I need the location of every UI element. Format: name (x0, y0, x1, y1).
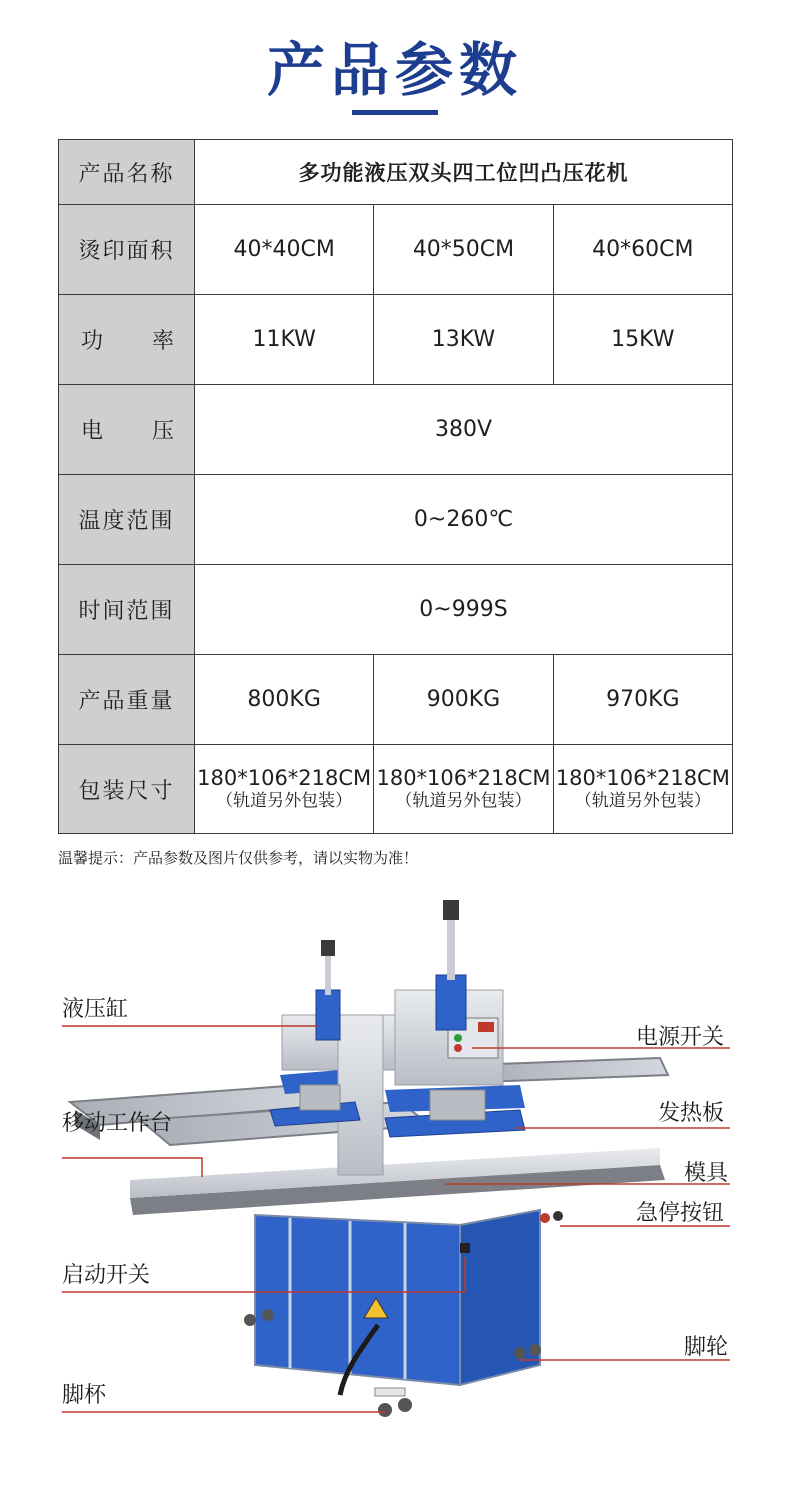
label-power-b: 率 (151, 329, 176, 354)
table-row-power (59, 295, 733, 385)
package-size-2: 180*106*218CM (376, 766, 551, 790)
label-voltage-a: 电 (81, 419, 106, 444)
machine-figure (0, 880, 790, 1484)
callout-mold: 模具 (684, 1161, 729, 1186)
label-temperature: 温度范围 (59, 475, 195, 565)
table-row-time (59, 565, 733, 655)
package-note-1: （轨道另外包装） (216, 791, 353, 811)
callout-foot-cup: 脚杯 (62, 1383, 107, 1408)
disclaimer-note: 温馨提示：产品参数及图片仅供参考，请以实物为准！ (58, 849, 419, 867)
callout-caster: 脚轮 (684, 1335, 729, 1360)
label-weight: 产品重量 (59, 655, 195, 745)
label-product-name: 产品名称 (59, 140, 195, 205)
package-size-1: 180*106*218CM (197, 766, 372, 790)
table-row-name (59, 140, 733, 205)
package-note-3: （轨道另外包装） (574, 791, 711, 811)
package-size-3: 180*106*218CM (555, 766, 730, 790)
value-weight-3: 970KG (553, 655, 732, 745)
title-underline (352, 110, 438, 115)
package-note-2: （轨道另外包装） (395, 791, 532, 811)
value-package-3 (553, 745, 732, 834)
value-product-name: 多功能液压双头四工位凹凸压花机 (195, 140, 733, 205)
label-power (59, 295, 195, 385)
spec-table (58, 139, 733, 834)
label-package: 包装尺寸 (59, 745, 195, 834)
callout-heating-plate: 发热板 (658, 1101, 725, 1126)
value-voltage: 380V (195, 385, 733, 475)
value-power-2: 13KW (374, 295, 553, 385)
callout-start-switch: 启动开关 (62, 1263, 151, 1288)
label-power-a: 功 (81, 329, 106, 354)
value-area-1: 40*40CM (195, 205, 374, 295)
value-weight-2: 900KG (374, 655, 553, 745)
label-time: 时间范围 (59, 565, 195, 655)
table-row-area (59, 205, 733, 295)
machine-illustration (0, 880, 790, 1484)
callout-emergency-stop: 急停按钮 (636, 1201, 725, 1226)
value-temperature: 0~260℃ (195, 475, 733, 565)
table-row-package (59, 745, 733, 834)
label-voltage (59, 385, 195, 475)
value-time: 0~999S (195, 565, 733, 655)
value-power-3: 15KW (553, 295, 732, 385)
callout-power-switch: 电源开关 (636, 1025, 725, 1050)
value-package-1 (195, 745, 374, 834)
label-voltage-b: 压 (151, 419, 176, 444)
value-weight-1: 800KG (195, 655, 374, 745)
table-row-weight (59, 655, 733, 745)
value-area-2: 40*50CM (374, 205, 553, 295)
callout-cylinder: 液压缸 (62, 997, 129, 1022)
table-row-temperature (59, 475, 733, 565)
table-row-voltage (59, 385, 733, 475)
value-package-2 (374, 745, 553, 834)
value-power-1: 11KW (195, 295, 374, 385)
callout-worktable: 移动工作台 (62, 1111, 173, 1136)
label-area: 烫印面积 (59, 205, 195, 295)
page-title: 产品参数 (266, 36, 523, 104)
value-area-3: 40*60CM (553, 205, 732, 295)
